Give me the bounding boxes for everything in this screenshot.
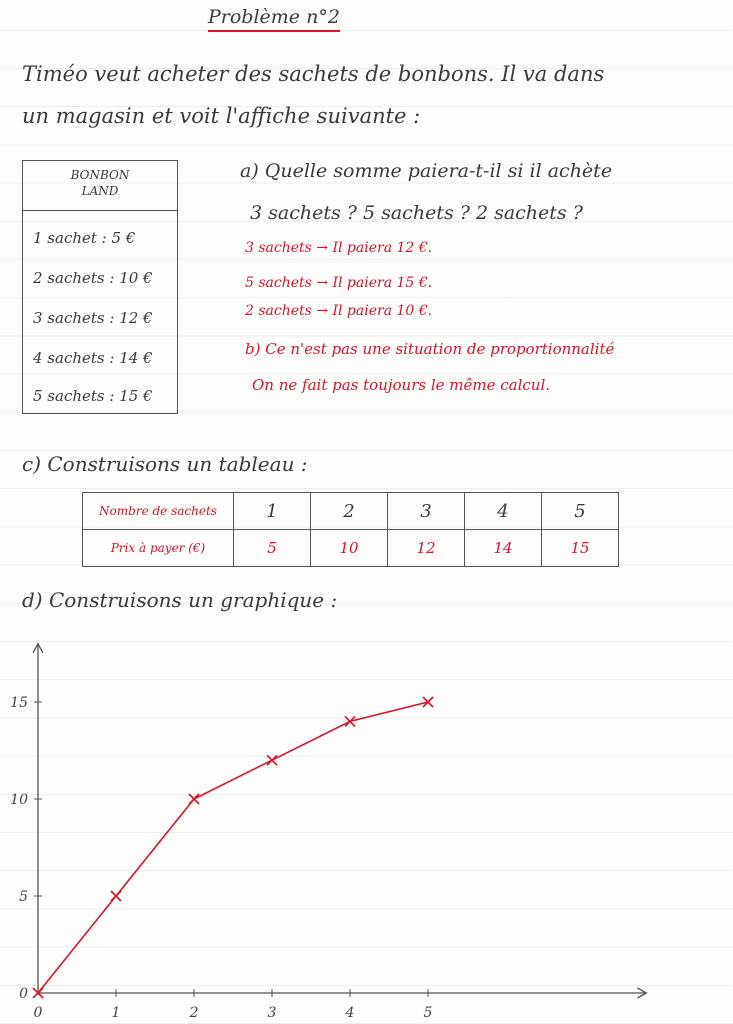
poster-price-line: 1 sachet : 5 € [33, 229, 136, 247]
question-d: d) Construisons un graphique : [22, 588, 338, 612]
price-poster [22, 160, 178, 414]
data-point [189, 794, 199, 804]
data-point [423, 697, 433, 707]
table-row [83, 493, 619, 530]
question-a-line-2: 3 sachets ? 5 sachets ? 2 sachets ? [250, 202, 583, 224]
x-tick-label: 0 [33, 1005, 43, 1021]
poster-title-line-1: BONBON [70, 168, 130, 182]
poster-price-line: 3 sachets : 12 € [33, 309, 153, 327]
table-cell: 15 [542, 530, 619, 567]
answer-a-line: 5 sachets → Il paiera 15 €. [245, 275, 433, 291]
intro-line-1: Timéo veut acheter des sachets de bonbons. Il va dans [22, 62, 605, 86]
table-cell: 4 [465, 493, 542, 530]
data-point [267, 755, 277, 765]
table-cell: 5 [542, 493, 619, 530]
table-cell: 10 [311, 530, 388, 567]
x-tick-label: 1 [111, 1005, 121, 1021]
question-c: c) Construisons un tableau : [22, 452, 308, 476]
price-graph [0, 630, 733, 1024]
x-tick-label: 4 [345, 1005, 355, 1021]
answer-b-line-1: b) Ce n'est pas une situation de proportionnalité [245, 340, 615, 358]
table-row [83, 530, 619, 567]
table-cell: 2 [311, 493, 388, 530]
table-cell: 14 [465, 530, 542, 567]
y-tick-label: 10 [10, 792, 28, 808]
poster-price-line: 4 sachets : 14 € [33, 349, 153, 367]
poster-price-line: 5 sachets : 15 € [33, 387, 153, 405]
answer-b-line-2: On ne fait pas toujours le même calcul. [252, 376, 551, 394]
answer-a-line: 3 sachets → Il paiera 12 €. [245, 240, 433, 256]
data-point [345, 716, 355, 726]
page-title: Problème n°2 [208, 6, 340, 32]
x-tick-label: 3 [267, 1005, 277, 1021]
table-cell: 1 [234, 493, 311, 530]
poster-title [23, 161, 177, 211]
y-tick-label: 5 [19, 889, 28, 905]
question-a-line-1: a) Quelle somme paiera-t-il si il achète [240, 160, 613, 182]
data-point [111, 891, 121, 901]
y-tick-label: 0 [19, 986, 28, 1002]
table-cell: 5 [234, 530, 311, 567]
table-header-quantity: Nombre de sachets [83, 493, 234, 530]
answer-a-line: 2 sachets → Il paiera 10 €. [245, 303, 433, 319]
table-header-price: Prix à payer (€) [83, 530, 234, 567]
price-table [82, 492, 619, 567]
series-line [38, 702, 428, 993]
table-cell: 3 [388, 493, 465, 530]
x-tick-label: 5 [423, 1005, 433, 1021]
poster-title-line-2: LAND [81, 184, 119, 198]
intro-line-2: un magasin et voit l'affiche suivante : [22, 104, 421, 128]
x-tick-label: 2 [189, 1005, 199, 1021]
poster-price-line: 2 sachets : 10 € [33, 269, 153, 287]
table-cell: 12 [388, 530, 465, 567]
y-tick-label: 15 [10, 695, 28, 711]
